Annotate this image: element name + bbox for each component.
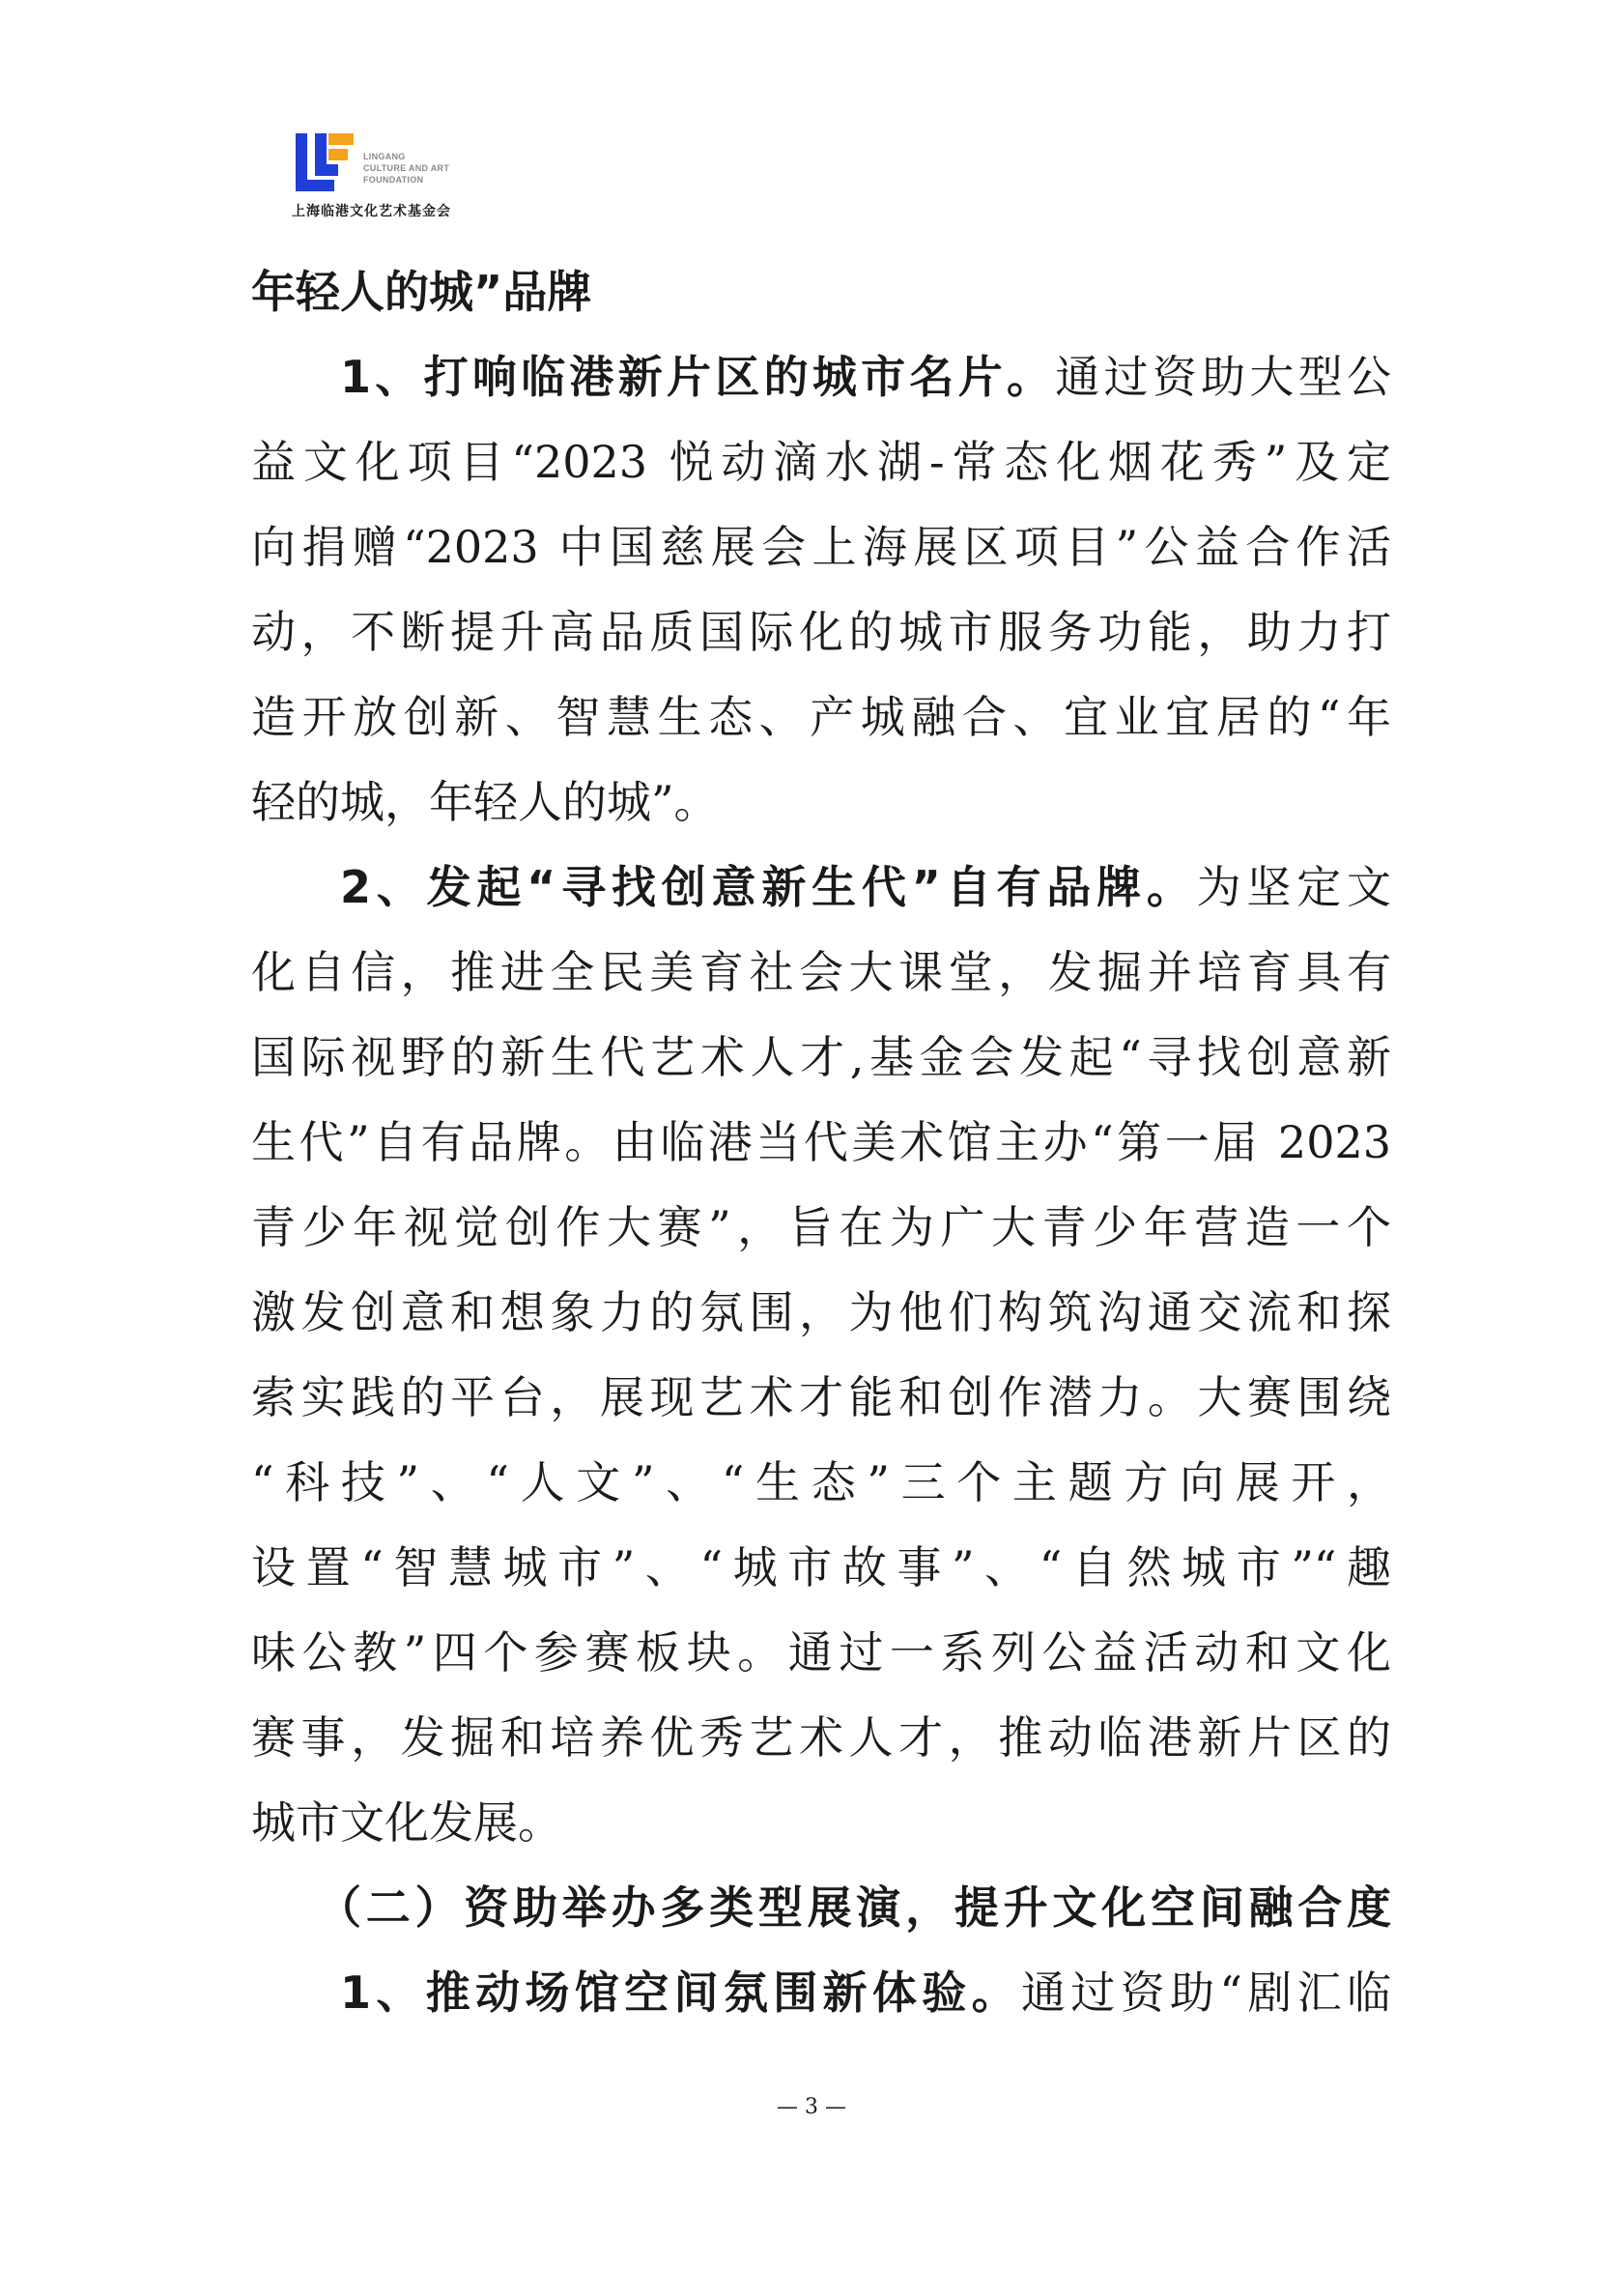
section-heading: 1、打响临港新片区的城市名片。 [340,351,1056,403]
paragraph-line: 设置“智慧城市”、“城市故事”、“自然城市”“趣 [251,1541,1391,1593]
logo-en-line2: CULTURE AND ART [363,163,450,173]
paragraph-line: 轻的城，年轻人的城”。 [251,776,719,828]
paragraph-line: 激发创意和想象力的氛围，为他们构筑沟通交流和探 [251,1286,1391,1338]
paragraph-line: 国际视野的新生代艺术人才,基金会发起“寻找创意新 [251,1031,1391,1083]
paragraph-line: 动，不断提升高品质国际化的城市服务功能，助力打 [251,606,1391,658]
paragraph-text: 为坚定文 [1196,861,1392,913]
paragraph-line: 索实践的平台，展现艺术才能和创作潜力。大赛围绕 [251,1371,1391,1423]
paragraph-text: 通过资助大型公 [1055,351,1391,403]
paragraph-line: “科技”、“人文”、“生态”三个主题方向展开， [251,1456,1391,1508]
page-number: — 3 — [777,2095,846,2119]
logo-en-line3: FOUNDATION [363,175,424,185]
logo-chinese-name: 上海临港文化艺术基金会 [292,204,451,219]
paragraph-line: 生代”自有品牌。由临港当代美术馆主办“第一届 2023 [251,1116,1391,1168]
paragraph-line: 赛事，发掘和培养优秀艺术人才，推动临港新片区的 [251,1711,1391,1764]
subsection-heading: （二）资助举办多类型展演，提升文化空间融合度 [317,1881,1391,1934]
paragraph-line: 向捐赠“2023 中国慈展会上海展区项目”公益合作活 [251,521,1391,573]
paragraph-line [251,334,1391,419]
logo-en-line1: LINGANG [363,152,406,161]
paragraph-line [251,1950,1391,2035]
paragraph-line: 化自信，推进全民美育社会大课堂，发掘并培育具有 [251,946,1391,998]
paragraph-line: 益文化项目“2023 悦动滴水湖-常态化烟花秀”及定 [251,436,1391,488]
paragraph-line: 年轻人的城”品牌 [251,266,592,318]
paragraph-line: 青少年视觉创作大赛”，旨在为广大青少年营造一个 [251,1201,1391,1253]
section-heading: 2、发起“寻找创意新生代”自有品牌。 [340,861,1197,913]
paragraph-line: 味公教”四个参赛板块。通过一系列公益活动和文化 [251,1626,1391,1679]
paragraph-line [251,845,1391,930]
section-heading: 1、推动场馆空间氛围新体验。 [340,1966,1021,2019]
paragraph-line: 城市文化发展。 [251,1796,562,1849]
foundation-logo [290,128,522,224]
paragraph-line: 造开放创新、智慧生态、产城融合、宜业宜居的“年 [251,691,1391,743]
logo-mark-icon [296,133,354,191]
paragraph-text: 通过资助“剧汇临 [1020,1966,1391,2019]
document-body [251,249,1391,2035]
logo-english-name [363,151,449,186]
